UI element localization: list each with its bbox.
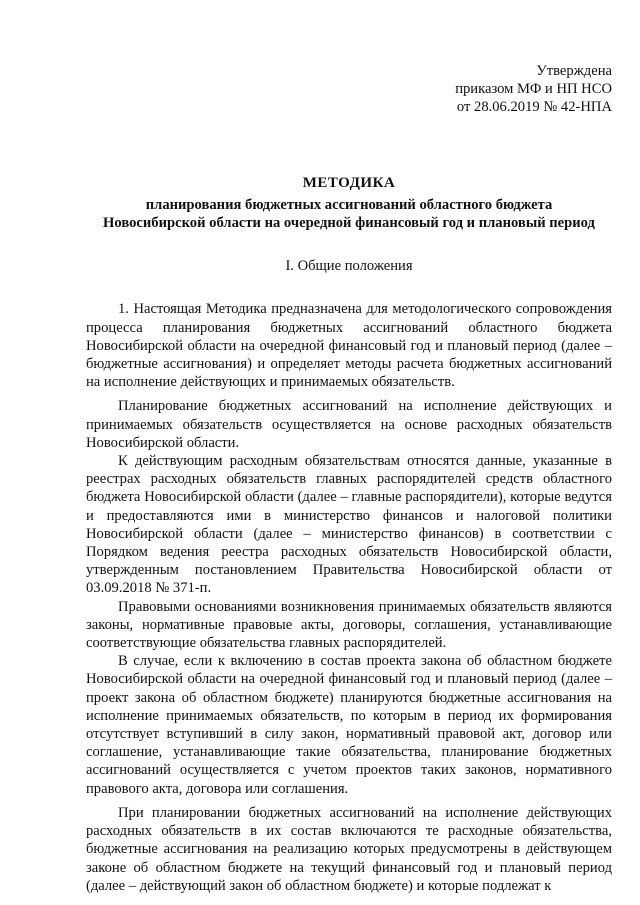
document-title-block	[86, 174, 612, 232]
paragraph-6: При планировании бюджетных ассигнований на исполнение действующих расходных обязательств в их состав включаются те расходные обязательства, бюджетные ассигнования на реализацию которых предусмотрены в действующем законе об областном бюджете на текущий финансовый год и плановый период (далее – действующий закон об областном бюджете) и которые подлежат к	[86, 804, 612, 894]
document-title: МЕТОДИКА	[302, 175, 396, 191]
approval-line-1: Утверждена	[536, 63, 612, 79]
document-subtitle-line-2: Новосибирской области на очередной финансовый год и плановый период	[103, 215, 595, 232]
paragraph-1: 1. Настоящая Методика предназначена для методологического сопровождения процесса планирования бюджетных ассигнований областного бюджета Новосибирской области на очередной финансовый год и плановый период (далее – бюджетные ассигнования) и определяет методы расчета бюджетных ассигнований на исполнение действующих и принимаемых обязательств.	[86, 301, 612, 391]
approval-line-3: от 28.06.2019 № 42-НПА	[456, 99, 612, 115]
paragraph-3: К действующим расходным обязательствам относятся данные, указанные в реестрах расходных обязательств главных распорядителей средств областного бюджета Новосибирской области (далее – главные распорядители), которые ведутся и предоставляются ими в министерство финансов и налоговой политики Новосибирской области (далее – министерство финансов) в соответствии с Порядком ведения реестра расходных обязательств Новосибирской области, утвержденным постановлением Правительства Новосибирской области от 03.09.2018 № 371-п.	[86, 453, 612, 597]
section-heading: I. Общие положения	[285, 258, 413, 275]
approval-stamp	[86, 62, 612, 116]
document-subtitle-line-1: планирования бюджетных ассигнований областного бюджета	[145, 197, 553, 214]
approval-line-2: приказом МФ и НП НСО	[455, 81, 612, 97]
paragraph-4: Правовыми основаниями возникновения принимаемых обязательств являются законы, нормативные правовые акты, договоры, соглашения, устанавливающие соответствующие обязательства главных распорядителей.	[86, 598, 612, 652]
paragraph-5: В случае, если к включению в состав проекта закона об областном бюджете Новосибирской области на очередной финансовый год и плановый период (далее – проект закона об областном бюджете) планируются бюджетные ассигнования на исполнение принимаемых обязательств, по которым в период их формирования отсутствует вступивший в силу закон, нормативный правовой акт, договор или соглашение, устанавливающие такие обязательства, планирование бюджетных ассигнований осуществляется с учетом проектов таких законов, нормативного правового акта, договора или соглашения.	[86, 653, 612, 797]
paragraph-2: Планирование бюджетных ассигнований на исполнение действующих и принимаемых обязательств осуществляется на основе расходных обязательств Новосибирской области.	[86, 398, 612, 451]
